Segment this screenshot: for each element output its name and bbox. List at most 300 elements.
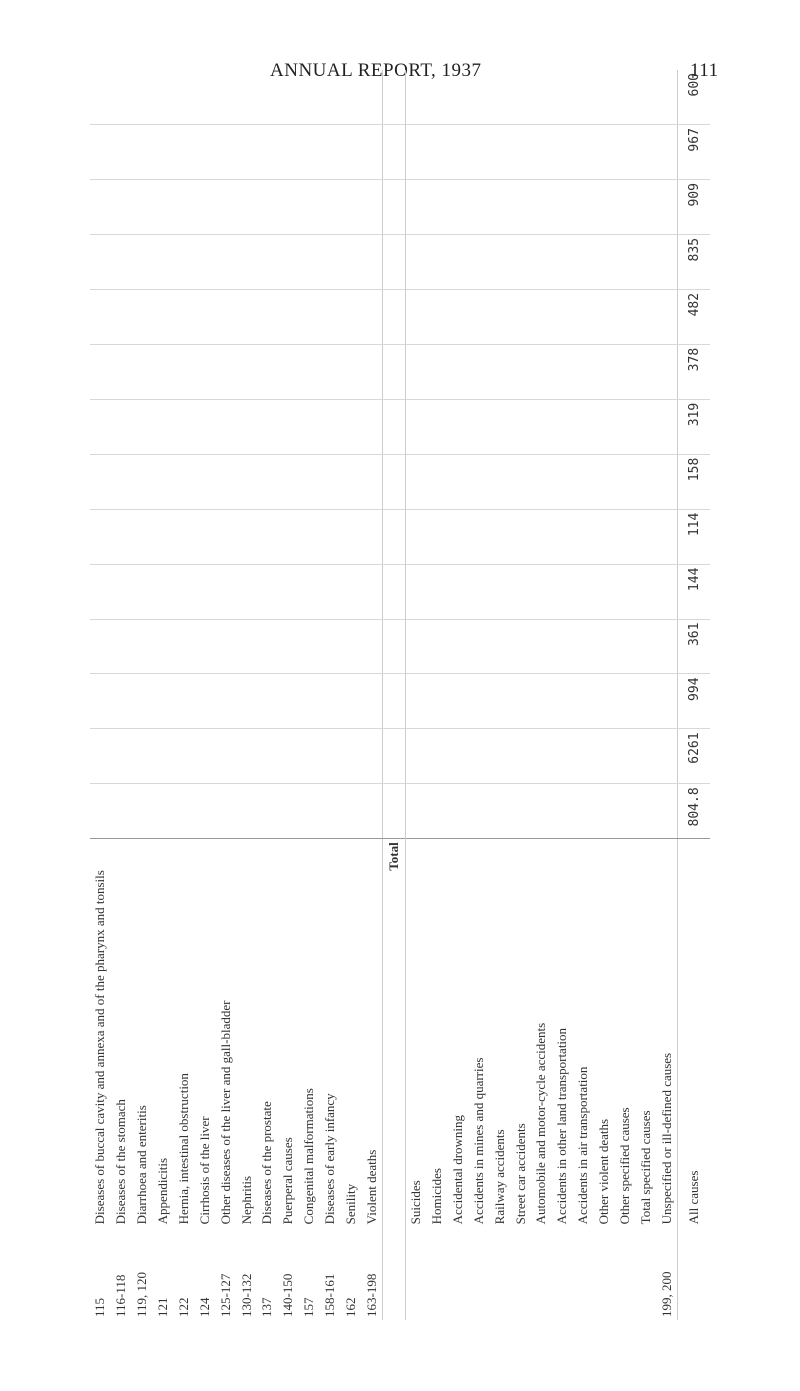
row-code [510,1227,531,1320]
cell-value [194,125,215,180]
cell-value [615,344,636,399]
cell-value [194,180,215,235]
cell-value [552,454,573,509]
cell-value [531,454,552,509]
row-cause: Violent deaths [363,1149,379,1225]
table-row [510,70,531,1320]
cell-value [615,729,636,784]
cell-value [594,70,615,125]
table-row [468,70,489,1320]
row-code [405,1227,427,1320]
cell-value [153,70,174,125]
cell-value [174,70,195,125]
row-cause: Diseases of early infancy [322,1093,338,1225]
cell-value [132,619,153,674]
cell-value [361,180,383,235]
cell-value [341,784,362,839]
cell-value [405,729,427,784]
cell-value [194,234,215,289]
cell-value [489,125,510,180]
cell-value [215,619,236,674]
cell-value [320,674,341,729]
cell-value [341,234,362,289]
cell-value [510,509,531,564]
cell-value [383,344,405,399]
cell-value [174,674,195,729]
cell-value [132,344,153,399]
row-code: 124 [196,1297,212,1317]
cell-value [361,344,383,399]
cell-value [468,289,489,344]
cell-value [320,729,341,784]
cell-value [489,674,510,729]
cell-value [320,289,341,344]
cell-value [594,729,615,784]
cell-value [174,784,195,839]
cell-value [153,125,174,180]
table-row [299,70,320,1320]
cell-value [341,125,362,180]
row-cause: Total [383,839,405,1228]
cell-value [405,70,427,125]
cell-value [656,784,678,839]
cell-value [635,729,656,784]
cell-value [489,180,510,235]
cell-value [90,784,111,839]
cell-value [427,399,448,454]
cell-value [510,70,531,125]
cell-value [552,125,573,180]
cell-value [468,729,489,784]
cell-value [656,399,678,454]
cell-value [615,70,636,125]
cell-value: 967 [678,125,710,180]
cell-value: 378 [678,344,710,399]
table-row [132,70,153,1320]
cell-value [174,729,195,784]
cell-value: 361 [678,619,710,674]
cell-value [257,454,278,509]
cell-value: 319 [678,399,710,454]
cell-value [635,125,656,180]
row-code: 157 [301,1297,317,1317]
row-cause: Accidental drowning [449,1114,465,1225]
cell-value [594,344,615,399]
row-cause: Senility [342,1183,358,1225]
cell-value [405,674,427,729]
cell-value [615,619,636,674]
cell-value [299,344,320,399]
table-row [174,70,195,1320]
cell-value [427,729,448,784]
row-code [573,1227,594,1320]
cell-value [132,564,153,619]
cell-value [448,289,469,344]
row-cause: Appendicitis [155,1157,171,1225]
cell-value [299,454,320,509]
table-row [615,70,636,1320]
cell-value [278,619,299,674]
cell-value [153,674,174,729]
cell-value [257,784,278,839]
cell-value [361,784,383,839]
cell-value [257,619,278,674]
cell-value [236,234,257,289]
cell-value [383,619,405,674]
rotated-table [90,70,710,1320]
row-code: 163-198 [363,1273,379,1317]
cell-value [615,509,636,564]
cell-value [194,729,215,784]
cell-value [468,344,489,399]
cell-value [299,70,320,125]
cell-value [615,180,636,235]
cell-value [594,674,615,729]
cell-value [320,619,341,674]
cell-value [405,619,427,674]
cell-value [299,289,320,344]
cell-value [489,344,510,399]
row-code [489,1227,510,1320]
cell-value [341,509,362,564]
cell-value [278,784,299,839]
cell-value [257,125,278,180]
cell-value [489,289,510,344]
row-cause: Accidents in other land transportation [554,1027,570,1225]
cell-value [111,234,132,289]
cell-value [594,234,615,289]
cell-value [510,619,531,674]
cell-value [552,399,573,454]
cell-value [320,564,341,619]
cell-value [341,70,362,125]
cell-value [635,289,656,344]
cell-value [656,344,678,399]
cell-value [278,289,299,344]
cell-value [90,125,111,180]
cell-value [320,399,341,454]
row-cause: All causes [678,839,710,1228]
cell-value [111,564,132,619]
table-row [383,70,405,1320]
cell-value [656,125,678,180]
cell-value [257,289,278,344]
cell-value [90,729,111,784]
cell-value [635,234,656,289]
cell-value [615,674,636,729]
row-code: 115 [92,1297,108,1317]
table-row [552,70,573,1320]
cell-value [468,674,489,729]
cell-value [174,289,195,344]
cell-value [320,70,341,125]
cell-value [111,70,132,125]
cell-value [341,289,362,344]
cell-value [448,180,469,235]
cell-value [448,454,469,509]
cell-value [405,234,427,289]
table-row [320,70,341,1320]
row-code [448,1227,469,1320]
row-cause: Cirrhosis of the liver [196,1116,212,1225]
cell-value [90,399,111,454]
cell-value [510,454,531,509]
cell-value: 144 [678,564,710,619]
cell-value [573,344,594,399]
cell-value [361,70,383,125]
mortality-table [90,70,710,1320]
cell-value [174,125,195,180]
cell-value [531,564,552,619]
cell-value [215,564,236,619]
cell-value [489,564,510,619]
cell-value [257,674,278,729]
cell-value [174,454,195,509]
cell-value [594,564,615,619]
cell-value [361,399,383,454]
row-cause: Unspecified or ill-defined causes [658,1052,674,1225]
cell-value [552,619,573,674]
cell-value [320,234,341,289]
cell-value [257,180,278,235]
row-code [531,1227,552,1320]
cell-value [573,289,594,344]
cell-value [132,125,153,180]
cell-value [383,674,405,729]
cell-value [194,399,215,454]
cell-value [383,234,405,289]
cell-value [489,619,510,674]
cell-value [361,509,383,564]
cell-value [341,180,362,235]
table-row [531,70,552,1320]
cell-value [111,125,132,180]
cell-value [132,674,153,729]
cell-value [448,619,469,674]
cell-value [278,454,299,509]
row-cause: Street car accidents [512,1123,528,1225]
row-code [552,1227,573,1320]
cell-value [405,509,427,564]
row-code: 199, 200 [658,1271,674,1317]
cell-value [510,234,531,289]
cell-value [174,234,195,289]
cell-value [427,509,448,564]
cell-value [405,125,427,180]
cell-value [299,509,320,564]
table-row [361,70,383,1320]
table-row [341,70,362,1320]
table-row [257,70,278,1320]
cell-value [215,729,236,784]
cell-value [299,564,320,619]
cell-value [341,564,362,619]
cell-value [361,454,383,509]
cell-value [341,619,362,674]
cell-value [361,674,383,729]
row-code: 137 [259,1297,275,1317]
cell-value [153,729,174,784]
cell-value [531,344,552,399]
cell-value [448,674,469,729]
cell-value [448,234,469,289]
row-cause: Hernia, intestinal obstruction [175,1073,191,1225]
cell-value [236,619,257,674]
cell-value [656,70,678,125]
cell-value [257,344,278,399]
cell-value [278,180,299,235]
cell-value [299,729,320,784]
cell-value [383,454,405,509]
cell-value [257,729,278,784]
cell-value [531,619,552,674]
cell-value [132,454,153,509]
cell-value [236,729,257,784]
row-cause: Diarrhoea and enteritis [134,1105,150,1225]
cell-value [531,289,552,344]
cell-value [635,399,656,454]
cell-value [405,454,427,509]
cell-value [90,454,111,509]
table-row [448,70,469,1320]
cell-value [635,454,656,509]
row-code [468,1227,489,1320]
cell-value [132,180,153,235]
cell-value [383,70,405,125]
cell-value [90,344,111,399]
cell-value [132,784,153,839]
cell-value [635,619,656,674]
cell-value [194,674,215,729]
cell-value [194,289,215,344]
cell-value [320,344,341,399]
cell-value [531,729,552,784]
row-code [678,1227,710,1320]
cell-value [594,289,615,344]
cell-value [153,509,174,564]
cell-value [489,399,510,454]
cell-value [90,674,111,729]
cell-value [531,674,552,729]
row-cause: Congenital malformations [301,1088,317,1225]
cell-value [320,509,341,564]
cell-value [132,234,153,289]
cell-value [448,509,469,564]
cell-value [573,180,594,235]
table-row [215,70,236,1320]
cell-value [257,70,278,125]
cell-value [552,564,573,619]
cell-value [278,509,299,564]
cell-value [573,399,594,454]
cell-value [299,180,320,235]
cell-value [215,234,236,289]
cell-value [90,289,111,344]
cell-value: 482 [678,289,710,344]
cell-value [257,399,278,454]
cell-value [448,344,469,399]
cell-value [132,509,153,564]
cell-value [594,180,615,235]
cell-value [510,784,531,839]
cell-value [383,289,405,344]
cell-value [111,674,132,729]
row-cause: Accidents in air transportation [575,1066,591,1225]
cell-value [132,289,153,344]
table-row [573,70,594,1320]
cell-value [489,509,510,564]
cell-value [132,729,153,784]
cell-value [320,784,341,839]
cell-value [383,125,405,180]
cell-value [489,70,510,125]
table-row [656,70,678,1320]
row-cause: Total specified causes [637,1110,653,1225]
cell-value [448,784,469,839]
table-row [278,70,299,1320]
cell-value [153,234,174,289]
cell-value: 600 [678,70,710,125]
cell-value [236,125,257,180]
cell-value [236,509,257,564]
cell-value [194,619,215,674]
cell-value [383,564,405,619]
cell-value [215,125,236,180]
row-cause: Other violent deaths [596,1118,612,1225]
cell-value [510,180,531,235]
cell-value [383,729,405,784]
cell-value [153,289,174,344]
table-row [153,70,174,1320]
cell-value [320,454,341,509]
cell-value [573,234,594,289]
cell-value [552,289,573,344]
cell-value [174,399,195,454]
row-cause: Accidents in mines and quarries [470,1057,486,1225]
cell-value [278,344,299,399]
cell-value [489,729,510,784]
cell-value [531,125,552,180]
cell-value [594,619,615,674]
cell-value [236,564,257,619]
cell-value [427,234,448,289]
cell-value [405,399,427,454]
cell-value [594,454,615,509]
cell-value [405,289,427,344]
cell-value [489,234,510,289]
row-code: 116-118 [113,1274,129,1317]
cell-value [656,454,678,509]
cell-value [111,399,132,454]
cell-value [361,289,383,344]
cell-value [111,619,132,674]
report-title: ANNUAL REPORT, 1937 [270,60,482,81]
cell-value [552,509,573,564]
row-code [427,1227,448,1320]
cell-value [531,509,552,564]
cell-value [573,125,594,180]
cell-value [656,564,678,619]
row-code: 122 [175,1297,191,1317]
cell-value [573,454,594,509]
cell-value [615,399,636,454]
cell-value [573,784,594,839]
cell-value [573,729,594,784]
cell-value [656,289,678,344]
cell-value [299,234,320,289]
cell-value [236,344,257,399]
cell-value [320,180,341,235]
